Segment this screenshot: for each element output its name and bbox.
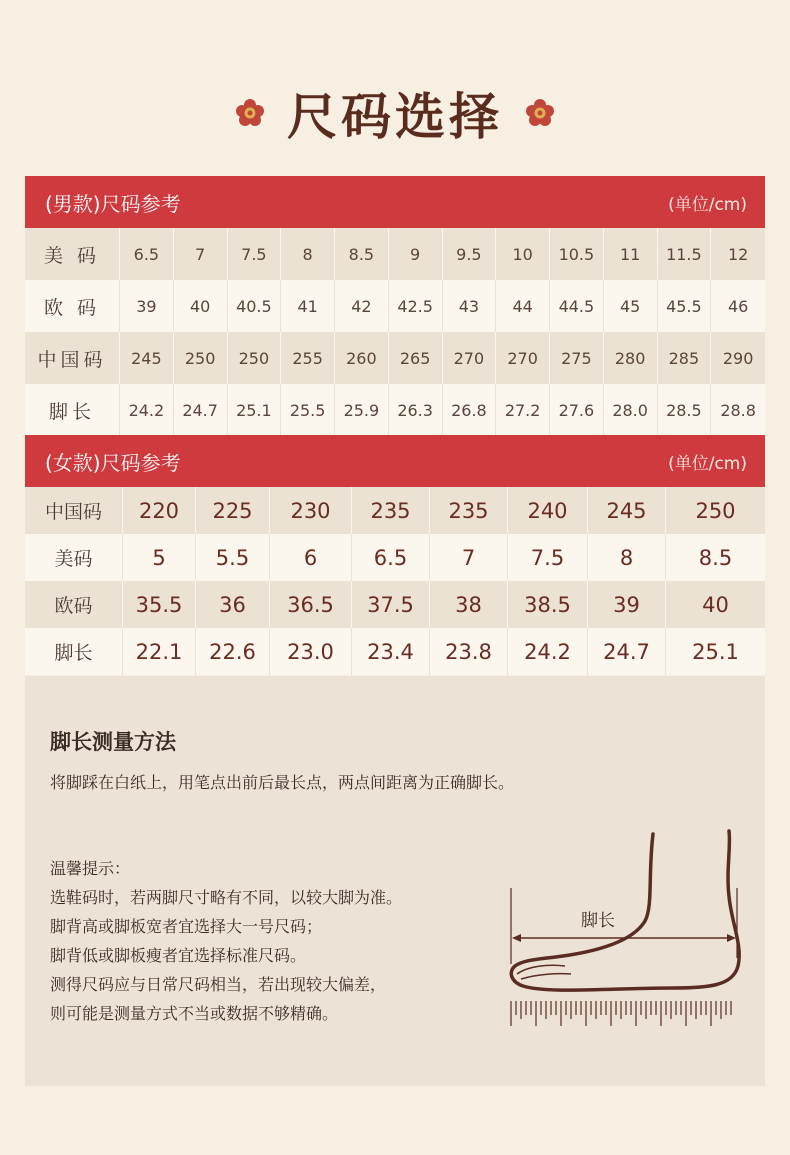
women-size-cell: 225 <box>196 487 270 534</box>
women-size-cell: 250 <box>695 498 736 523</box>
tip-line: 温馨提示： <box>50 859 131 878</box>
men-size-cell: 290 <box>722 348 754 368</box>
men-size-cell: 40.5 <box>228 280 282 332</box>
women-size-cell: 6.5 <box>352 534 430 581</box>
men-table-header <box>25 176 765 228</box>
men-size-cell: 280 <box>604 332 658 384</box>
men-size-table <box>25 176 765 436</box>
women-row-label: 中国码 <box>25 487 123 534</box>
tip-line: 脚背高或脚板宽者宜选择大一号尺码； <box>50 917 323 936</box>
women-size-cell: 5 <box>123 534 196 581</box>
men-size-cell: 12 <box>727 244 749 264</box>
women-table-row <box>25 581 765 628</box>
tip-line: 脚背低或脚板瘦者宜选择标准尺码。 <box>50 946 307 965</box>
tips-list <box>50 854 402 1028</box>
women-size-cell: 25.1 <box>692 639 739 664</box>
women-size-cell: 40 <box>702 592 729 617</box>
women-size-cell: 36.5 <box>270 581 352 628</box>
tip-line: 则可能是测量方式不当或数据不够精确。 <box>50 1004 339 1023</box>
men-size-cell: 25.1 <box>228 384 282 436</box>
women-size-cell: 35.5 <box>123 581 196 628</box>
page-title: 尺码选择 <box>287 87 503 146</box>
women-size-cell: 38 <box>430 581 508 628</box>
men-size-cell: 27.6 <box>550 384 604 436</box>
men-size-cell: 250 <box>228 332 282 384</box>
women-size-cell: 38.5 <box>508 581 588 628</box>
men-size-cell: 9 <box>389 228 443 280</box>
flower-ornament-icon <box>525 98 555 128</box>
women-size-cell: 220 <box>123 487 196 534</box>
men-size-cell: 26.3 <box>389 384 443 436</box>
women-size-cell: 24.2 <box>508 628 588 675</box>
men-row-label: 中国码 <box>25 332 120 384</box>
method-title: 脚长测量方法 <box>50 730 176 754</box>
men-size-cell: 285 <box>658 332 712 384</box>
men-size-cell: 26.8 <box>443 384 497 436</box>
men-row-label: 脚长 <box>25 384 120 436</box>
men-size-cell: 42.5 <box>389 280 443 332</box>
women-size-cell: 22.1 <box>123 628 196 675</box>
men-table-unit: (单位/cm) <box>668 194 747 215</box>
women-size-cell: 7.5 <box>508 534 588 581</box>
flower-ornament-icon <box>235 98 265 128</box>
women-size-cell: 230 <box>270 487 352 534</box>
toe-icon <box>517 965 571 979</box>
men-size-cell: 270 <box>496 332 550 384</box>
women-table-row <box>25 487 765 534</box>
tip-line: 选鞋码时，若两脚尺寸略有不同，以较大脚为准。 <box>50 888 403 907</box>
men-size-cell: 8 <box>281 228 335 280</box>
men-size-cell: 270 <box>443 332 497 384</box>
men-size-cell: 8.5 <box>335 228 389 280</box>
women-size-cell: 235 <box>352 487 430 534</box>
women-row-label: 脚长 <box>25 628 123 675</box>
men-size-cell: 44 <box>496 280 550 332</box>
women-size-cell: 23.4 <box>352 628 430 675</box>
men-size-cell: 42 <box>335 280 389 332</box>
women-table-unit: (单位/cm) <box>668 453 747 474</box>
women-size-cell: 240 <box>508 487 588 534</box>
men-size-cell: 45.5 <box>658 280 712 332</box>
men-size-cell: 9.5 <box>443 228 497 280</box>
men-size-cell: 46 <box>727 296 749 316</box>
women-row-label: 欧码 <box>25 581 123 628</box>
women-table-header <box>25 435 765 487</box>
women-row-label: 美码 <box>25 534 123 581</box>
men-size-cell: 255 <box>281 332 335 384</box>
men-size-cell: 7 <box>174 228 228 280</box>
women-size-cell: 23.8 <box>430 628 508 675</box>
men-size-cell: 7.5 <box>228 228 282 280</box>
men-size-cell: 10 <box>496 228 550 280</box>
men-size-cell: 250 <box>174 332 228 384</box>
men-size-cell: 24.2 <box>120 384 174 436</box>
arrow-left-icon <box>512 934 521 942</box>
men-size-cell: 265 <box>389 332 443 384</box>
men-size-cell: 260 <box>335 332 389 384</box>
women-size-cell: 5.5 <box>196 534 270 581</box>
measurement-panel <box>25 676 765 1086</box>
page-title-area <box>0 78 790 148</box>
ruler-icon <box>511 1001 731 1026</box>
women-size-cell: 6 <box>270 534 352 581</box>
men-size-cell: 40 <box>174 280 228 332</box>
men-size-cell: 25.5 <box>281 384 335 436</box>
men-size-cell: 44.5 <box>550 280 604 332</box>
men-size-cell: 11 <box>604 228 658 280</box>
men-size-cell: 245 <box>120 332 174 384</box>
men-size-cell: 41 <box>281 280 335 332</box>
men-size-cell: 10.5 <box>550 228 604 280</box>
women-table-row <box>25 534 765 581</box>
women-size-cell: 7 <box>430 534 508 581</box>
women-size-cell: 235 <box>430 487 508 534</box>
men-size-cell: 25.9 <box>335 384 389 436</box>
men-table-heading: (男款)尺码参考 <box>45 191 181 216</box>
men-size-cell: 11.5 <box>658 228 712 280</box>
men-size-cell: 24.7 <box>174 384 228 436</box>
women-size-cell: 8.5 <box>698 545 733 570</box>
men-size-cell: 27.2 <box>496 384 550 436</box>
method-description: 将脚踩在白纸上，用笔点出前后最长点，两点间距离为正确脚长。 <box>50 773 515 792</box>
women-table-heading: (女款)尺码参考 <box>45 450 181 475</box>
women-size-cell: 24.7 <box>588 628 666 675</box>
men-size-cell: 43 <box>443 280 497 332</box>
men-table-row <box>25 280 765 332</box>
men-table-row <box>25 228 765 280</box>
men-size-cell: 28.8 <box>720 400 756 420</box>
women-size-table <box>25 435 765 675</box>
men-row-label: 欧 码 <box>25 280 120 332</box>
women-size-cell: 8 <box>588 534 666 581</box>
men-size-cell: 39 <box>120 280 174 332</box>
men-table-row <box>25 384 765 436</box>
men-size-cell: 275 <box>550 332 604 384</box>
men-size-cell: 6.5 <box>120 228 174 280</box>
men-size-cell: 28.5 <box>658 384 712 436</box>
women-table-row <box>25 628 765 675</box>
women-size-cell: 22.6 <box>196 628 270 675</box>
men-size-cell: 45 <box>604 280 658 332</box>
women-size-cell: 39 <box>588 581 666 628</box>
women-size-cell: 36 <box>196 581 270 628</box>
men-row-label: 美 码 <box>25 228 120 280</box>
foot-measurement-diagram <box>503 826 743 1041</box>
men-size-cell: 28.0 <box>604 384 658 436</box>
arrow-right-icon <box>727 934 736 942</box>
women-size-cell: 37.5 <box>352 581 430 628</box>
foot-length-label: 脚长 <box>581 911 615 931</box>
tip-line: 测得尺码应与日常尺码相当，若出现较大偏差， <box>50 975 387 994</box>
women-size-cell: 245 <box>588 487 666 534</box>
women-size-cell: 23.0 <box>270 628 352 675</box>
men-table-row <box>25 332 765 384</box>
